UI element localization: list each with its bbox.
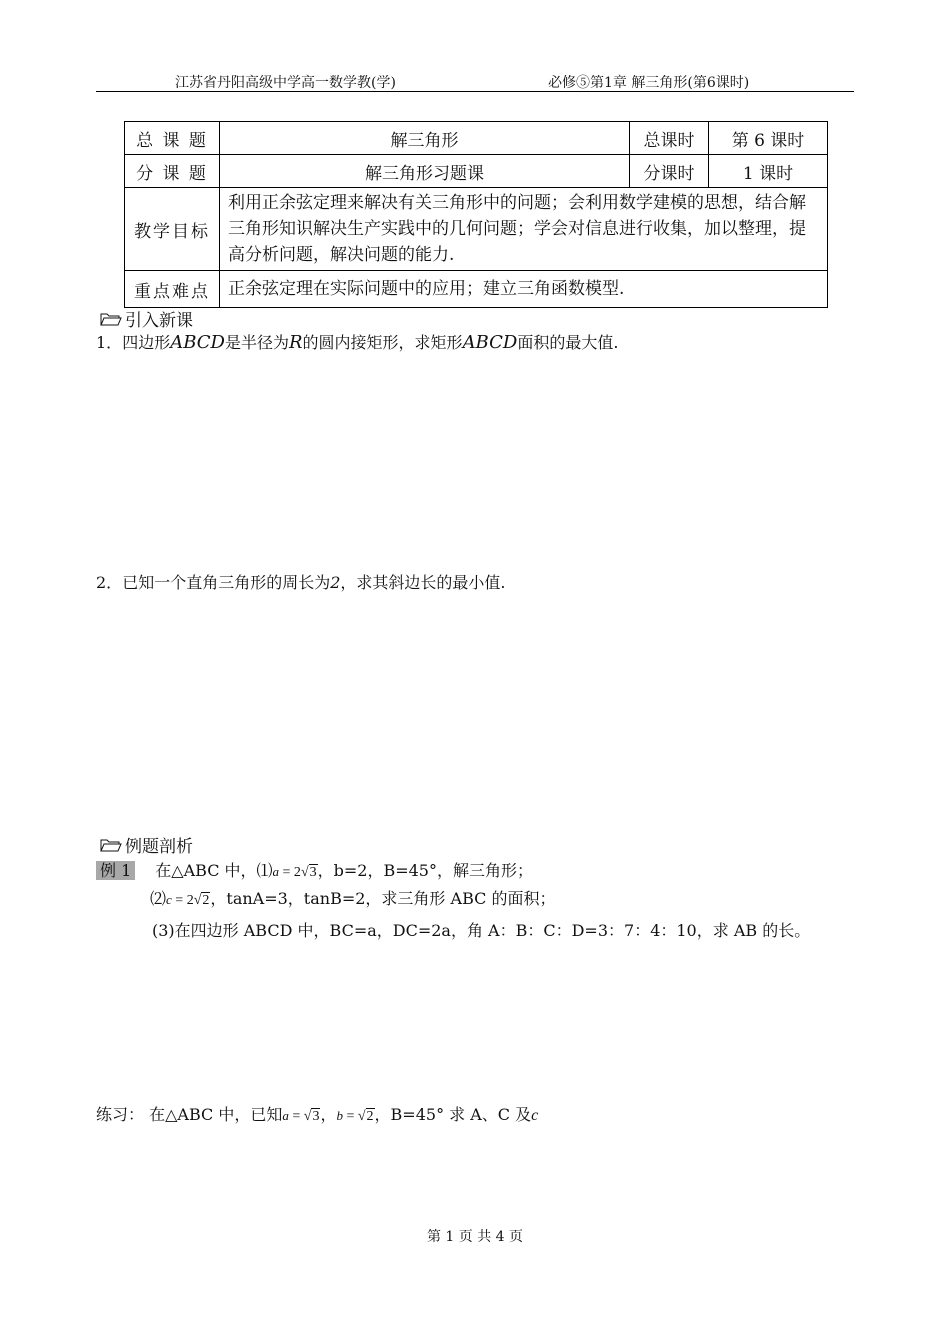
question-2-text: ，求其斜边长的最小值. [340,573,506,592]
total-hours-value: 第 6 课时 [709,122,828,155]
key-points-label: 重点难点 [125,271,220,308]
math-r: R [288,332,303,353]
teaching-goal-label: 教学目标 [125,188,220,271]
example-1-line-3: (3)在四边形 ABCD 中，BC=a，DC=2a，角 A：B：C：D=3：7：4：10，求 AB 的长。 [152,921,811,940]
total-hours-label: 总课时 [630,122,709,155]
total-topic-value: 解三角形 [220,122,630,155]
practice-line [96,1102,538,1125]
example-1-line-1 [96,858,533,881]
math-c: c [166,892,172,907]
header-rule [96,91,854,92]
practice-text: ， [320,1105,337,1124]
key-points-value: 正余弦定理在实际问题中的应用；建立三角函数模型. [220,271,828,308]
practice-text: ，B=45° 求 A、C 及 [374,1105,532,1124]
question-2-number: 2． [96,573,123,592]
practice-text: 练习： 在△ABC 中，已知 [96,1105,283,1124]
section-intro-title: 引入新课 [125,311,193,331]
math-a: a [282,1108,289,1123]
question-2-text: 已知一个直角三角形的周长为 [122,573,331,592]
sub-hours-value: 1 课时 [709,155,828,188]
example-text: ⑵ [150,889,167,908]
math-abcd: ABCD [462,332,518,353]
question-1 [96,330,618,353]
total-topic-label: 总 课 题 [125,122,220,155]
example-text: ，b=2，B=45°，解三角形； [317,861,533,880]
radicand: 2 [202,893,210,908]
section-intro-heading [100,306,193,331]
math-equals: = 2 [279,865,301,880]
question-1-text: 面积的最大值. [517,333,619,352]
header-left-title: 江苏省丹阳高级中学高一数学教(学) [175,75,396,91]
question-2 [96,570,505,593]
example-text: ，tanA=3，tanB=2，求三角形 ABC 的面积； [210,889,556,908]
folder-icon [100,312,122,326]
math-equals: = [342,1109,358,1124]
radicand: 2 [366,1109,374,1124]
question-1-text: 四边形 [122,333,171,352]
example-tag: 例 1 [96,861,135,880]
math-a: a [272,864,280,879]
question-1-number: 1． [96,333,123,352]
table-row [125,188,828,271]
table-row [125,122,828,155]
header-right-title: 必修⑤第1章 解三角形(第6课时) [548,75,750,91]
page-number: 第 1 页 共 4 页 [426,1229,524,1245]
example-1-line-2 [150,886,555,909]
lesson-info-table [124,121,828,308]
example-text: 在△ABC 中，⑴ [155,861,273,880]
question-1-text: 是半径为 [224,333,289,352]
sub-hours-label: 分课时 [630,155,709,188]
sub-topic-label: 分 课 题 [125,155,220,188]
sqrt-expression: √3 [303,1109,320,1124]
section-examples-title: 例题剖析 [125,837,193,857]
math-equals: = [288,1109,304,1124]
radicand: 3 [312,1109,320,1124]
section-examples-heading [100,832,193,857]
math-b: b [336,1108,343,1123]
table-row [125,271,828,308]
folder-icon [100,838,122,852]
radicand: 3 [309,865,317,880]
math-c: c [531,1107,539,1124]
teaching-goal-value: 利用正余弦定理来解决有关三角形中的问题；会利用数学建模的思想，结合解三角形知识解决生产实践中的几何问题；学会对信息进行收集，加以整理，提高分析问题，解决问题的能力. [220,188,828,271]
sqrt-expression: √2 [357,1109,374,1124]
math-abcd: ABCD [170,332,225,353]
math-two: 2 [330,573,341,592]
sqrt-expression: √2 [193,893,210,908]
sqrt-expression: √3 [300,865,317,880]
sub-topic-value: 解三角形习题课 [220,155,630,188]
math-equals: = 2 [171,893,194,908]
question-1-text: 的圆内接矩形，求矩形 [302,333,463,352]
table-row [125,155,828,188]
